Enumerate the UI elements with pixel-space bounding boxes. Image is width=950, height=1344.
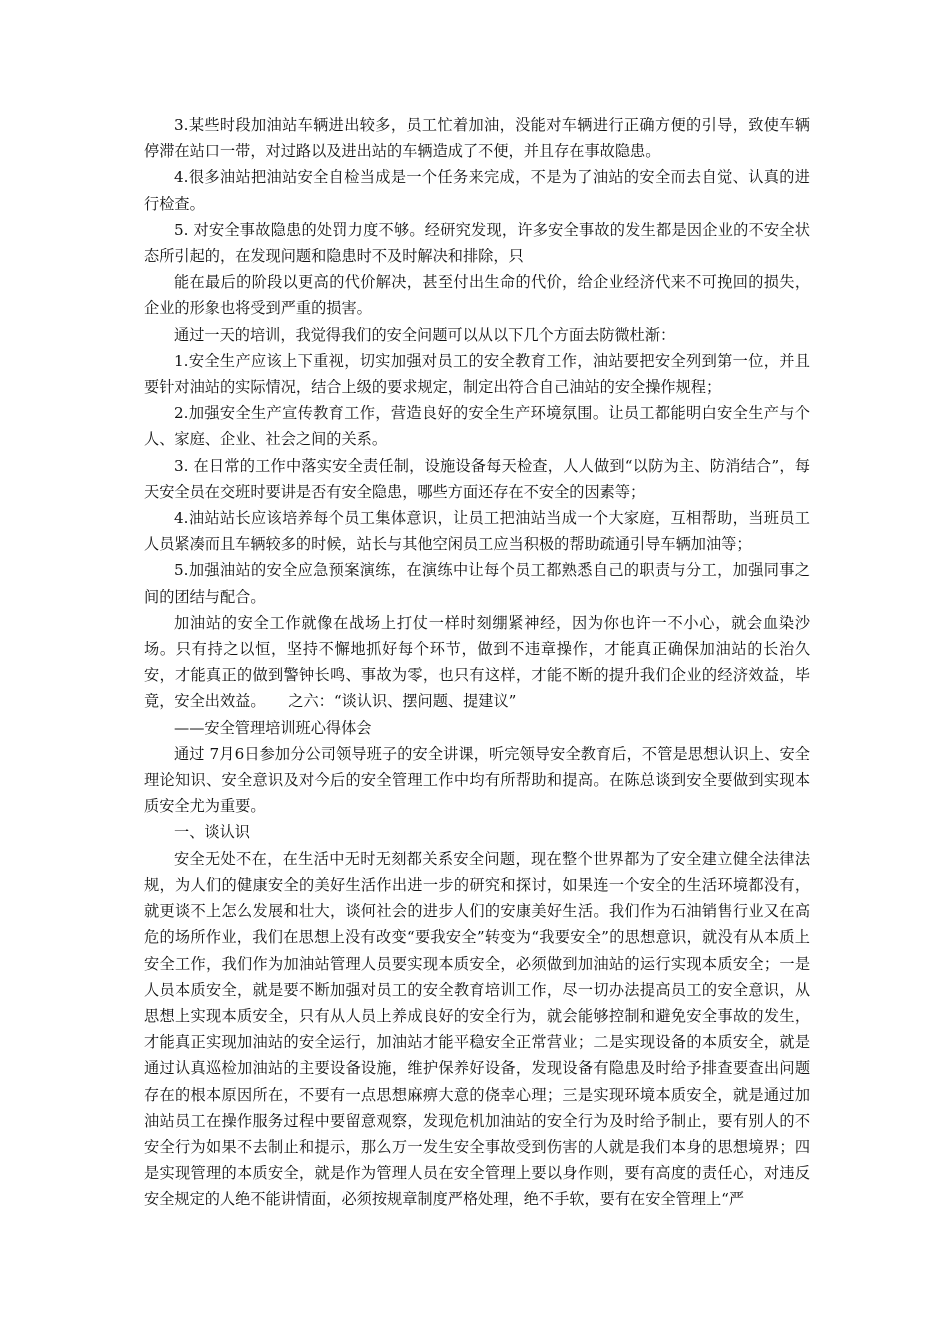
- section-heading-awareness: 一、谈认识: [174, 823, 250, 842]
- paragraph-issue-5: 5. 对安全事故隐患的处罚力度不够。经研究发现，许多安全事故的发生都是因企业的不安全状态所引起的，在发现问题和隐患时不及时解决和排除，只: [144, 220, 810, 266]
- section-subtitle: ——安全管理培训班心得体会: [174, 718, 372, 737]
- paragraph-awareness-body: 安全无处不在，在生活中无时无刻都关系安全问题，现在整个世界都为了安全建立健全法律法规，为人们的健康安全的美好生活作出进一步的研究和探讨，如果连一个安全的生活环境都没有，就更谈不上怎么发展和壮大，谈何社会的进步人们的安康美好生活。我们作为石油销售行业又在高危的场所作业，我们在思想上没有改变“要我安全”转变为“我要安全”的思想意识，就没有从本质上安全工作，我们作为加油站管理人员要实现本质安全，必须做到加油站的运行实现本质安全；一是人员本质安全，就是要不断加强对员工的安全教育培训工作，尽一切办法提高员工的安全意识，从思想上实现本质安全，只有从人员上养成良好的安全行为，就会能够控制和避免安全事故的发生，才能真正实现加油站的安全运行，加油站才能平稳安全正常营业；二是实现设备的本质安全，就是通过认真巡检加油站的主要设备设施，维护保养好设备，发现设备有隐患及时给予排查要查出问题存在的根本原因所在，不要有一点思想麻痹大意的侥幸心理；三是实现环境本质安全，就是通过加油站员工在操作服务过程中要留意观察，发现危机加油站的安全行为及时给予制止，要有别人的不安全行为如果不去制止和提示，那么万一发生安全事故受到伤害的人就是我们本身的思想境界；四是实现管理的本质安全，就是作为管理人员在安全管理上要以身作则，要有高度的责任心，对违反安全规定的人绝不能讲情面，必须按规章制度严格处理，绝不手软，要有在安全管理上“严: [144, 849, 810, 1209]
- paragraph-measure-1: 1.安全生产应该上下重视，切实加强对员工的安全教育工作，油站要把安全列到第一位，并且要针对油站的实际情况，结合上级的要求规定，制定出符合自己油站的安全操作规程；: [144, 351, 810, 397]
- paragraph-measure-3: 3. 在日常的工作中落实安全责任制，设施设备每天检查，人人做到“以防为主、防消结合”，每天安全员在交班时要讲是否有安全隐患，哪些方面还存在不安全的因素等；: [144, 456, 810, 501]
- paragraph-measure-5: 5.加强油站的安全应急预案演练，在演练中让每个员工都熟悉自己的职责与分工，加强同事之间的团结与配合。: [144, 561, 810, 606]
- paragraph-issue-5-continued: 能在最后的阶段以更高的代价解决，甚至付出生命的代价，给企业经济代来不可挽回的损失，企业的形象也将受到严重的损害。: [144, 273, 810, 318]
- paragraph-measure-2: 2.加强安全生产宣传教育工作，营造良好的安全生产环境氛围。让员工都能明白安全生产与个人、家庭、企业、社会之间的关系。: [144, 404, 810, 449]
- paragraph-section-intro: 通过 7月6日参加分公司领导班子的安全讲课，听完领导安全教育后，不管是思想认识上、安全理论知识、安全意识及对今后的安全管理工作中均有所帮助和提高。在陈总谈到安全要做到实现本质安全尤为重要。: [144, 744, 810, 816]
- paragraph-issue-3: 3.某些时段加油站车辆进出较多，员工忙着加油，没能对车辆进行正确方便的引导，致使车辆停滞在站口一带，对过路以及进出站的车辆造成了不便，并且存在事故隐患。: [144, 116, 810, 161]
- paragraph-training-intro: 通过一天的培训，我觉得我们的安全问题可以从以下几个方面去防微杜渐：: [174, 325, 676, 344]
- document-body: [144, 112, 810, 1213]
- paragraph-measure-4: 4.油站站长应该培养每个员工集体意识，让员工把油站当成一个大家庭，互相帮助，当班员工人员紧凑而且车辆较多的时候，站长与其他空闲员工应当积极的帮助疏通引导车辆加油等；: [144, 509, 810, 554]
- paragraph-conclusion: 加油站的安全工作就像在战场上打仗一样时刻绷紧神经，因为你也许一不小心，就会血染沙场。只有持之以恒，坚持不懈地抓好每个环节，做到不违章操作，才能真正确保加油站的长治久安，才能真正的做到警钟长鸣、事故为零，也只有这样，才能不断的提升我们企业的经济效益，毕竟，安全出效益。 之六：“谈认识、摆问题、提建议”: [144, 613, 810, 711]
- paragraph-issue-4: 4.很多油站把油站安全自检当成是一个任务来完成，不是为了油站的安全而去自觉、认真的进行检查。: [144, 168, 810, 213]
